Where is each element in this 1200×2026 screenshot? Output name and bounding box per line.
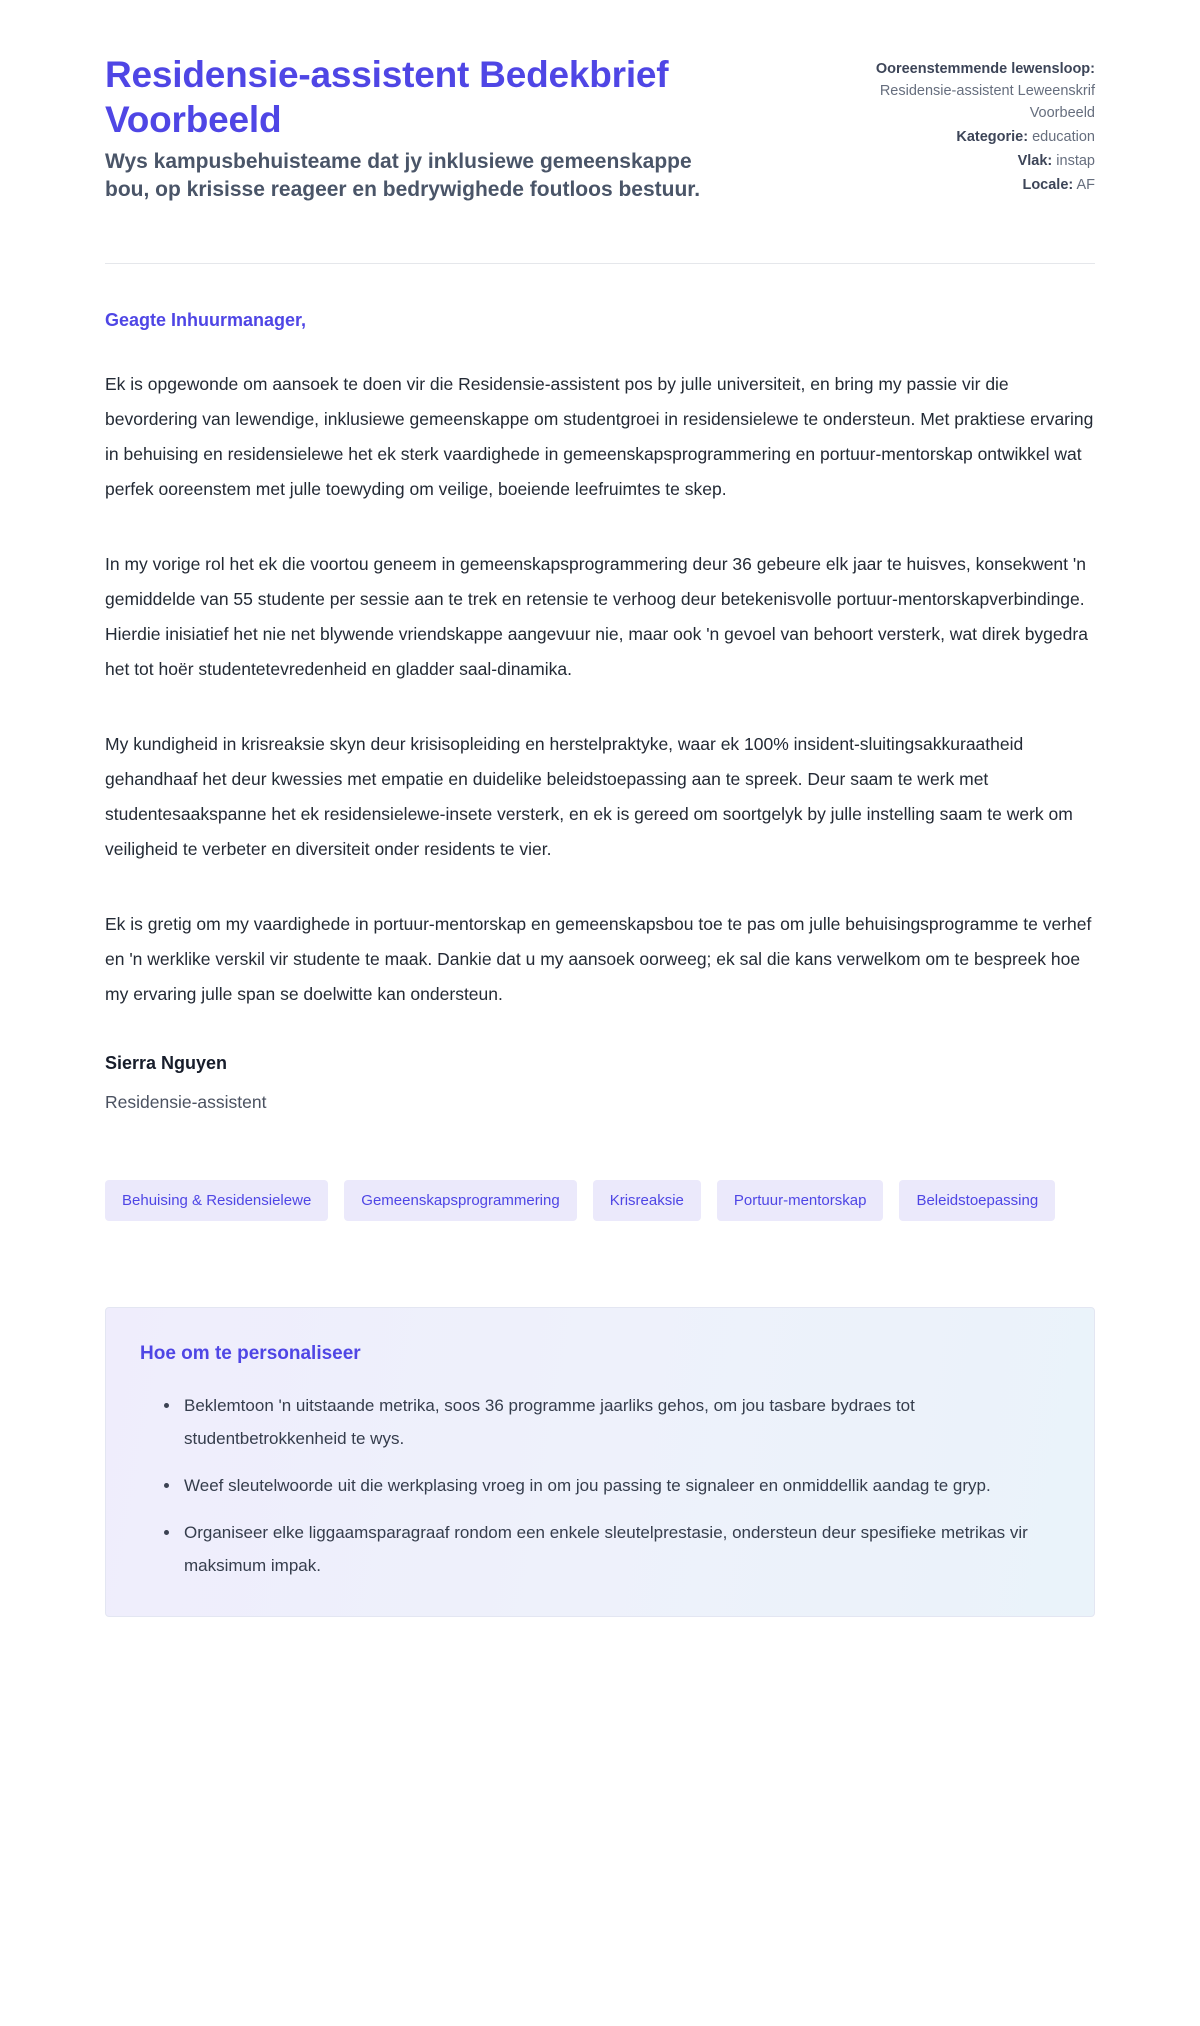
callout-title: Hoe om te personaliseer [140, 1342, 361, 1364]
metadata-row-level [845, 150, 1095, 172]
letter-paragraph-2: In my vorige rol het ek die voortou geneem in gemeenskapsprogrammering deur 36 gebeure elk jaar te huisves, konsekwent 'n gemiddelde van 55 studente per sessie aan te trek en retensie te verhoog deur betekenisvolle portuur-mentorskapverbindinge. Hierdie inisiatief het nie net blywende vriendskappe aangevuur nie, maar ook 'n gevoel van behoort versterk, wat direk bygedra het tot hoër studentetevredenheid en gladder saal-dinamika. [105, 553, 1088, 679]
callout-tip-item: Organiseer elke liggaamsparagraaf rondom een enkele sleutelprestasie, ondersteun deur spesifieke metrikas vir maksimum impak. [164, 1516, 1056, 1582]
metadata-label: Kategorie: [956, 129, 1029, 146]
letter-paragraph-3: My kundigheid in krisreaksie skyn deur krisisopleiding en herstelpraktyke, waar ek 100% insident-sluitingsakkuraatheid gehandhaaf het deur kwessies met empatie en duidelike beleidstoepassing aan te spreek. Deur saam te werk met studentesaakspanne het ek residensielewe-insete versterk, en ek is gereed om soortgelyk by julle instelling saam te werk om veiligheid te verbeter en diversiteit onder residents te vier. [105, 733, 1073, 859]
skill-tag-community-programming[interactable]: Gemeenskapsprogrammering [344, 1180, 576, 1221]
metadata-value: education [1032, 129, 1095, 146]
page-title: Residensie-assistent Bedekbrief Voorbeeld [105, 54, 669, 141]
page-subtitle: Wys kampusbehuisteame dat jy inklusiewe gemeenskappe bou, op krisisse reageer en bedrywighede foutloos bestuur. [105, 150, 701, 202]
document-header [105, 0, 1095, 205]
letter-paragraph-4: Ek is gretig om my vaardighede in portuur-mentorskap en gemeenskapsbou toe te pas om julle behuisingsprogramme te verhef en 'n werklike verskil vir studente te maak. Dankie dat u my aansoek oorweeg; ek sal die kans verwelkom om te bespreek hoe my ervaring julle span se doelwitte kan ondersteun. [105, 913, 1092, 1004]
skill-tag-housing-residence-life[interactable]: Behuising & Residensielewe [105, 1180, 328, 1221]
skill-tag-list [105, 1180, 1095, 1221]
skill-tag-peer-mentorship[interactable]: Portuur-mentorskap [717, 1180, 884, 1221]
header-title-block [105, 52, 725, 205]
metadata-label: Ooreenstemmende lewensloop: [875, 61, 1095, 77]
skill-tag-policy-enforcement[interactable]: Beleidstoepassing [899, 1180, 1055, 1221]
salutation: Geagte Inhuurmanager, [105, 309, 307, 330]
callout-tip-item: Weef sleutelwoorde uit die werkplasing vroeg in om jou passing te signaleer en onmiddellik aandag te gryp. [164, 1469, 1056, 1502]
metadata-value: instap [1056, 153, 1095, 170]
letter-paragraph-1: Ek is opgewonde om aansoek te doen vir die Residensie-assistent pos by julle universiteit, en bring my passie vir die bevordering van lewendige, inklusiewe gemeenskappe om studentgroei in residensielewe te ondersteun. Met praktiese ervaring in behuising en residensielewe het ek sterk vaardighede in gemeenskapsprogrammering en portuur-mentorskap ontwikkel wat perfek ooreenstem met julle toewyding om veilige, boeiende leefruimtes te skep. [105, 373, 1094, 499]
metadata-label: Locale: [1022, 177, 1074, 194]
callout-tip-item: Beklemtoon 'n uitstaande metrika, soos 36 programme jaarliks gehos, om jou tasbare bydraes tot studentbetrokkenheid te wys. [164, 1389, 1056, 1455]
document-metadata [845, 52, 1095, 198]
metadata-row-locale [845, 174, 1095, 196]
signature-role: Residensie-assistent [105, 1092, 267, 1113]
callout-tip-list [140, 1389, 1056, 1583]
signature-block [105, 1052, 1095, 1114]
metadata-value: Residensie-assistent Leweenskrif Voorbeeld [879, 83, 1095, 122]
metadata-label: Vlak: [1017, 153, 1053, 170]
metadata-row-matching-resume [845, 58, 1095, 124]
signature-name: Sierra Nguyen [105, 1052, 228, 1073]
metadata-value: AF [1076, 177, 1095, 194]
cover-letter-body [105, 264, 1095, 1618]
personalise-callout [105, 1307, 1095, 1617]
skill-tag-crisis-response[interactable]: Krisreaksie [593, 1180, 701, 1221]
metadata-row-category [845, 126, 1095, 148]
